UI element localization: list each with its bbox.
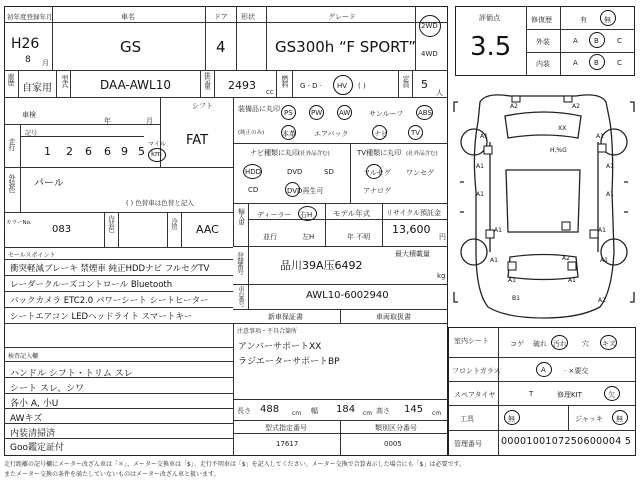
- mileage-note-label: 記号: [25, 130, 38, 137]
- footer-line-2: またメーター交換の条件を満たしていないものはメーター改ざん車と扱います。: [4, 471, 220, 478]
- equip-nav: ナビ: [374, 130, 388, 138]
- model-label: 型式: [61, 75, 69, 87]
- length-value: 488: [260, 404, 280, 415]
- door-value: 4: [216, 38, 226, 56]
- notes-line-2: ラジエーターサポートBP: [238, 357, 340, 367]
- repair-label: 修復歴: [531, 16, 552, 24]
- mileage-digit-1: 1: [44, 145, 51, 158]
- exterior-a: A: [573, 37, 578, 45]
- cap-value: 5: [421, 78, 428, 91]
- length-unit: cm: [292, 410, 302, 417]
- length-label: 長さ: [237, 407, 251, 415]
- exterior-c: C: [617, 37, 622, 45]
- seat-label: 室内シート: [454, 337, 489, 345]
- color-value: パール: [34, 178, 64, 189]
- windshield-a: A: [541, 366, 546, 374]
- car-name-label: 車名: [121, 13, 135, 21]
- recycle-value: 13,600: [392, 223, 431, 236]
- registration-label: 登録番号: [236, 252, 244, 274]
- spare-label: スペアタイヤ: [454, 391, 496, 399]
- chassis-value: AWL10-6002940: [306, 290, 389, 301]
- grade-value: GS300h “F SPORT”: [275, 38, 417, 56]
- footer-line-1: 走行距離の記号欄にメーター改ざん車は「＊」、メーター交換車は「$」、走行不明車は「$」を記入してください。メーター交換で合算表示した場合にも「$」は必要です。: [4, 461, 465, 468]
- shape-label: 形状: [241, 13, 255, 21]
- recycle-label: リサイクル預託金: [386, 209, 442, 217]
- handle-left: 左H: [302, 233, 315, 241]
- reg-month-value: 8: [25, 55, 31, 65]
- mark-a1-door-r1: A1: [606, 163, 614, 170]
- model-value: DAA-AWL10: [100, 78, 171, 92]
- height-value: 145: [404, 404, 424, 415]
- equip-pw: PW: [311, 109, 323, 117]
- inspector-label: 検査記入欄: [8, 353, 39, 360]
- color-no-label: カラーNo.: [6, 220, 32, 226]
- reg-year-label: 初年度登録年月: [7, 13, 53, 21]
- handle-right: 右H: [300, 211, 313, 219]
- mileage-digit-4: 6: [104, 145, 111, 158]
- mark-a1-rear-r: A1: [568, 277, 576, 284]
- inspector-line-3: 各小 A, 小U: [10, 399, 59, 409]
- import-dealer: ディーラー: [257, 211, 292, 219]
- fuel-options: G · D ·: [300, 82, 322, 90]
- mark-a1-fender-r: A1: [596, 133, 604, 140]
- new-car-warranty-label: 新車保証書: [268, 313, 303, 321]
- disp-unit: cc: [266, 88, 274, 96]
- management-value: 0000100107250600004 5: [501, 436, 632, 447]
- equip-abs: ABS: [418, 109, 432, 117]
- inspector-line-6: Goo鑑定証付: [10, 443, 64, 453]
- equip-aw: AW: [339, 109, 351, 117]
- inspector-line-4: AWキズ: [10, 414, 43, 424]
- disp-value: 2493: [228, 79, 256, 92]
- tv-fullseg: フルセグ: [363, 169, 391, 177]
- class-value: 0005: [384, 440, 402, 448]
- inspection-label: 車検: [22, 111, 36, 119]
- cap-unit: 人: [436, 89, 443, 97]
- shift-label: シフト: [192, 102, 213, 110]
- color-no-value: 083: [52, 224, 72, 235]
- spare-missing: 欠: [608, 391, 615, 399]
- equip-tv: TV: [411, 129, 421, 137]
- type-cert-value: 17617: [276, 440, 299, 448]
- height-unit: cm: [432, 410, 442, 417]
- mark-a1-pillar-l: A1: [494, 227, 502, 234]
- import-label: 輸入車: [237, 208, 245, 225]
- equip-airbag: エアバック: [314, 130, 349, 138]
- inspector-line-5: 内装清掃済: [10, 429, 56, 439]
- manual-label: 車両取扱書: [376, 313, 411, 321]
- width-label: 幅: [311, 407, 318, 415]
- mark-a1-pillar-r: A1: [598, 227, 606, 234]
- repair-yes: 有: [580, 16, 587, 24]
- inspector-line-1: ハンドル シフト・トリム スレ: [10, 369, 133, 379]
- mark-a2-trunk: A2: [562, 255, 570, 262]
- use-value: 自家用: [22, 83, 52, 94]
- ac-value: AAC: [196, 223, 219, 236]
- interior-c: C: [617, 59, 622, 67]
- mark-a1-quarter-l: A1: [490, 257, 498, 264]
- nav-type-sub: (社外品含む): [298, 151, 330, 157]
- mileage-digit-3: 6: [85, 145, 92, 158]
- reg-month-unit: 月: [42, 59, 49, 67]
- drive-4wd: 4WD: [421, 50, 438, 58]
- equip-ps: PS: [284, 109, 293, 117]
- mark-a1-fender-l: A1: [480, 133, 488, 140]
- windshield-label: フロントガラス: [452, 367, 501, 375]
- grade-label: グレード: [328, 13, 356, 21]
- exterior-label: 外装: [536, 38, 550, 46]
- seat-tear: 破れ: [533, 340, 547, 348]
- tv-type-sub: (社外品含む): [406, 151, 438, 157]
- mark-a2-front-right: A2: [572, 103, 580, 110]
- width-value: 184: [336, 404, 356, 415]
- model-year-label: モデル年式: [333, 209, 371, 218]
- reg-year-value: H26: [11, 36, 40, 52]
- exterior-b: B: [594, 37, 599, 45]
- mark-a2-front-left: A2: [510, 103, 518, 110]
- equipment-label: 装備品に丸印: [238, 105, 280, 113]
- tv-analog: アナログ: [363, 187, 391, 195]
- import-parallel: 並行: [263, 233, 277, 241]
- jack-label: ジャッキ: [575, 415, 603, 423]
- shift-value: FAT: [186, 133, 209, 148]
- sales-line-1: 衝突軽減ブレーキ 禁煙車 純正HDDナビ フルセグTV: [10, 264, 210, 274]
- mark-a1-door-l1: A1: [476, 163, 484, 170]
- mileage-digit-5: 9: [121, 145, 128, 158]
- nav-type-label: ナビ種類に丸印: [250, 149, 299, 157]
- equip-sunroof: サンルーフ: [369, 110, 404, 118]
- model-year-value: 年 不明: [347, 233, 371, 241]
- management-label: 管理番号: [454, 440, 482, 448]
- mark-b1-bumper: B1: [512, 295, 520, 302]
- equip-leather: 本革: [282, 130, 296, 138]
- cap-label: 定員: [402, 75, 410, 87]
- height-label: 高さ: [376, 407, 390, 415]
- tools-value: 無: [508, 415, 515, 423]
- mileage-label: 走行: [8, 138, 16, 150]
- tv-type-label: TV種類に丸印: [357, 149, 402, 157]
- mileage-digit-6: 5: [138, 145, 145, 158]
- windshield-replace: · ×要交: [564, 367, 589, 375]
- fuel-label: 燃料: [281, 75, 289, 87]
- car-damage-diagram: [450, 82, 638, 327]
- km-label: km: [151, 150, 162, 158]
- spare-t: T: [529, 390, 534, 398]
- mileage-digit-2: 2: [66, 145, 73, 158]
- notes-line-1: アンバーサポートXX: [238, 342, 322, 352]
- recycle-unit: 円: [439, 233, 446, 241]
- tv-oneseg: ワンセグ: [406, 169, 434, 177]
- mark-a1-quarter-r: A1: [600, 257, 608, 264]
- color-label: 外装色: [8, 174, 16, 192]
- ac-label: 冷房: [170, 218, 178, 229]
- fuel-selected: HV: [337, 82, 348, 90]
- color-change-note: ( ) 色替車は色替と記入: [126, 199, 194, 207]
- tools-label: 工具: [460, 415, 474, 423]
- nav-dvdplay: DVD再生可: [287, 187, 324, 195]
- nav-dvd: DVD: [287, 168, 303, 176]
- inspection-year-unit: 年: [104, 117, 111, 125]
- nav-cd: CD: [248, 186, 259, 194]
- interior-a: A: [573, 59, 578, 67]
- car-name-value: GS: [120, 38, 142, 56]
- drive-2wd: 2WD: [421, 22, 438, 30]
- nav-sd: SD: [324, 168, 334, 176]
- history-label: 車歴: [7, 73, 15, 85]
- sales-line-4: シートエアコン LEDヘッドライト スマートキー: [10, 312, 193, 322]
- mark-a2-bumper: A2: [598, 297, 606, 304]
- interior-eval-label: 内装: [536, 60, 550, 68]
- mark-xx-hood: XX: [558, 125, 567, 132]
- sales-line-2: レーダークルーズコントロール Bluetooth: [10, 280, 173, 290]
- score-label: 評価点: [479, 14, 500, 22]
- seat-stain: 汚れ: [553, 340, 567, 348]
- jack-value: 無: [616, 415, 623, 423]
- score-value: 3.5: [470, 32, 512, 62]
- chassis-label: 車台番号: [237, 286, 244, 306]
- inspector-line-2: シート スレ、シワ: [10, 384, 85, 394]
- seat-hole: 穴: [582, 340, 589, 348]
- registration-value: 品川39A压6492: [280, 259, 363, 272]
- mark-hg-roof: H,%G: [550, 147, 567, 154]
- nav-hdd: HDD: [245, 168, 262, 176]
- width-unit: cm: [363, 410, 373, 417]
- notes-label: 注意事項・不具合箇所: [237, 328, 298, 335]
- repair-no: 無: [604, 16, 611, 24]
- interior-b: B: [594, 59, 599, 67]
- equipment-sub-label: (純正のみ): [238, 130, 265, 136]
- max-load-label: 最大積載量: [395, 250, 430, 258]
- load-unit: kg: [437, 272, 446, 280]
- fuel-paren: ( ): [358, 82, 366, 90]
- seat-burn: コゲ: [510, 340, 524, 348]
- interior-label: 内装色: [107, 215, 115, 232]
- inspection-month-unit: 月: [146, 117, 153, 125]
- disp-label: 排気量: [203, 72, 211, 89]
- mark-a1-door-r2: A1: [606, 191, 614, 198]
- class-label: 類別区分番号: [375, 424, 417, 432]
- mark-a1-door-l2: A1: [476, 191, 484, 198]
- door-label: ドア: [214, 13, 228, 21]
- type-cert-label: 型式指定番号: [265, 424, 307, 432]
- sales-line-3: バックカメラ ETC2.0 パワーシート シートヒーター: [10, 296, 209, 306]
- sales-points-label: セールスポイント: [8, 252, 56, 259]
- spare-kit: 修理KIT: [557, 391, 582, 399]
- seat-scratch: キズ: [602, 340, 616, 348]
- mark-a1-rear-l: A1: [508, 277, 516, 284]
- mile-label: マイル: [148, 141, 166, 148]
